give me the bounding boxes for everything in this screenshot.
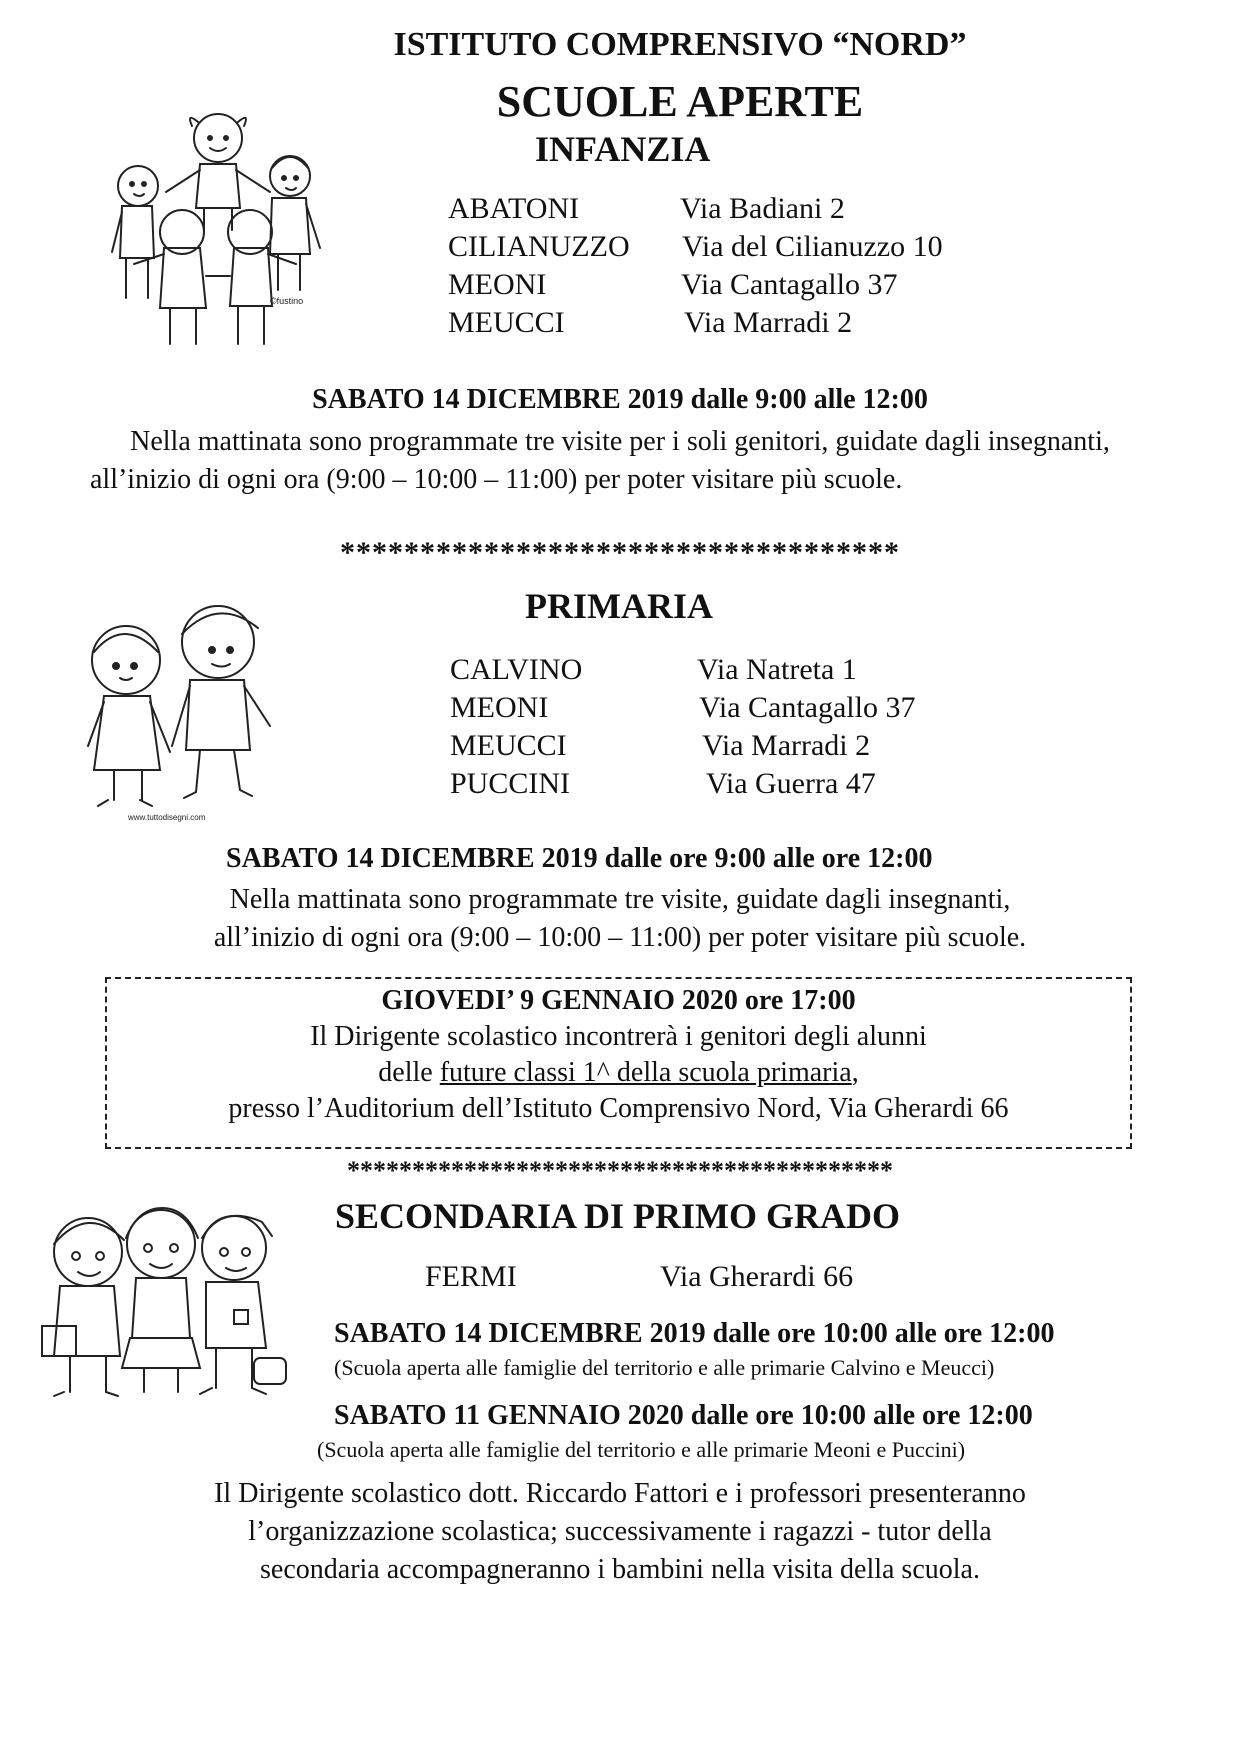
school-name: MEUCCI xyxy=(448,306,565,339)
list-item xyxy=(450,651,1010,689)
illustration-credit: ©fustino xyxy=(270,296,304,306)
notice-line3: presso l’Auditorium dell’Istituto Comprensivo Nord, Via Gherardi 66 xyxy=(228,1093,1009,1124)
school-name: ABATONI xyxy=(448,192,580,225)
infanzia-school-list xyxy=(448,190,1008,342)
secondaria-event2-date: SABATO 11 GENNAIO 2020 dalle ore 10:00 alle ore 12:00 xyxy=(334,1400,1033,1431)
separator: ****************************************** xyxy=(347,1156,893,1185)
secondaria-school-address: Via Gherardi 66 xyxy=(660,1260,854,1293)
list-item xyxy=(448,228,1008,266)
page-title: SCUOLE APERTE xyxy=(496,77,864,126)
secondaria-event1-note: (Scuola aperta alle famiglie del territorio e alle primarie Calvino e Meucci) xyxy=(334,1355,995,1380)
notice-line2-post: , xyxy=(851,1057,859,1088)
secondaria-closing xyxy=(0,1475,1240,1589)
closing-line3: secondaria accompagneranno i bambini nella visita della scuola. xyxy=(260,1554,980,1585)
two-children-illustration xyxy=(78,598,298,823)
secondaria-event2-note: (Scuola aperta alle famiglie del territorio e alle primarie Meoni e Puccini) xyxy=(317,1437,966,1462)
section-heading-primaria: PRIMARIA xyxy=(525,586,713,626)
school-name: CALVINO xyxy=(450,653,583,686)
separator: *********************************** xyxy=(340,536,900,569)
list-item xyxy=(448,304,1008,342)
list-item xyxy=(448,266,1008,304)
school-address: Via Badiani 2 xyxy=(680,192,845,225)
notice-content xyxy=(105,983,1132,1127)
list-item xyxy=(450,765,1010,803)
illustration-credit: www.tuttodisegni.com xyxy=(128,813,206,822)
notice-line1: Il Dirigente scolastico incontrerà i genitori degli alunni xyxy=(310,1021,927,1052)
school-name: CILIANUZZO xyxy=(448,230,630,263)
closing-line2: l’organizzazione scolastica; successivamente i ragazzi - tutor della xyxy=(248,1516,992,1547)
notice-line2 xyxy=(105,1055,1132,1091)
secondaria-school-name: FERMI xyxy=(425,1260,517,1293)
closing-line1: Il Dirigente scolastico dott. Riccardo Fattori e i professori presenteranno xyxy=(214,1478,1026,1509)
primaria-school-list xyxy=(450,651,1010,803)
school-name: MEUCCI xyxy=(450,729,567,762)
list-item xyxy=(450,689,1010,727)
three-kids-illustration xyxy=(26,1198,296,1403)
infanzia-date: SABATO 14 DICEMBRE 2019 dalle 9:00 alle 12:00 xyxy=(312,384,928,415)
school-address: Via Natreta 1 xyxy=(697,653,857,686)
section-heading-secondaria: SECONDARIA DI PRIMO GRADO xyxy=(335,1196,901,1236)
list-item xyxy=(450,727,1010,765)
notice-line2-pre: delle xyxy=(378,1057,440,1088)
notice-date: GIOVEDI’ 9 GENNAIO 2020 ore 17:00 xyxy=(381,985,856,1016)
children-circle-illustration xyxy=(100,108,340,358)
institute-name: ISTITUTO COMPRENSIVO “NORD” xyxy=(393,26,967,63)
school-name: MEONI xyxy=(448,268,547,301)
infanzia-description-line1: Nella mattinata sono programmate tre visite per i soli genitori, guidate dagli insegnanti, xyxy=(130,426,1110,457)
primaria-description-line1: Nella mattinata sono programmate tre visite, guidate dagli insegnanti, xyxy=(229,884,1011,915)
school-address: Via Cantagallo 37 xyxy=(681,268,898,301)
primaria-date: SABATO 14 DICEMBRE 2019 dalle ore 9:00 alle ore 12:00 xyxy=(226,843,933,874)
secondaria-event1-date: SABATO 14 DICEMBRE 2019 dalle ore 10:00 alle ore 12:00 xyxy=(334,1318,1055,1349)
notice-underlined-text: future classi 1^ della scuola primaria xyxy=(439,1057,852,1088)
school-address: Via Guerra 47 xyxy=(706,767,876,800)
list-item xyxy=(448,190,1008,228)
school-address: Via Marradi 2 xyxy=(684,306,853,339)
school-name: PUCCINI xyxy=(450,767,571,800)
school-address: Via Cantagallo 37 xyxy=(699,691,916,724)
school-name: MEONI xyxy=(450,691,549,724)
primaria-description-line2: all’inizio di ogni ora (9:00 – 10:00 – 11:00) per poter visitare più scuole. xyxy=(213,922,1027,953)
school-address: Via del Cilianuzzo 10 xyxy=(682,230,943,263)
infanzia-description-line2: all’inizio di ogni ora (9:00 – 10:00 – 11:00) per poter visitare più scuole. xyxy=(90,464,903,495)
school-address: Via Marradi 2 xyxy=(702,729,871,762)
section-heading-infanzia: INFANZIA xyxy=(535,129,711,169)
